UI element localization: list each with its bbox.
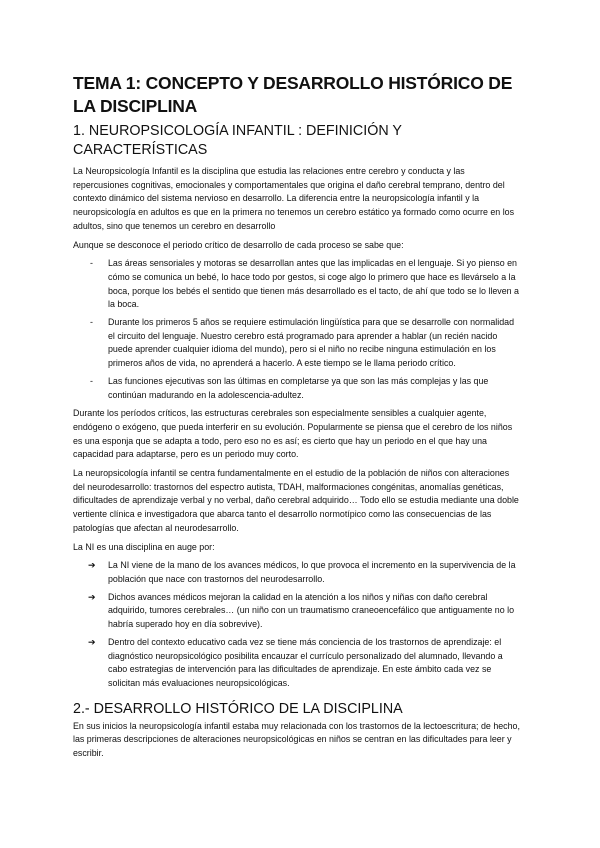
- list-item: [73, 257, 521, 312]
- growth-reasons-list: [73, 559, 521, 690]
- arrow-right-icon: ➔: [88, 636, 96, 647]
- dash-bullet: -: [90, 258, 93, 269]
- list-item: [73, 375, 521, 402]
- section-1-paragraph-sensitivity: Durante los períodos críticos, las estructuras cerebrales son especialmente sensibles a cualquier agente, endógeno o exógeno, que pueda interferir en su evolución. Popularmente se piensa que el cerebro de los niños es una esponja que se adapta a todo, pero eso no es así; es cierto que hay un periodo en el que hay una capacidad para adaptarse, pero es un periodo muy corto.: [73, 408, 513, 460]
- section-1-paragraph-critical-period: Aunque se desconoce el periodo crítico de desarrollo de cada proceso se sabe que:: [73, 239, 404, 250]
- list-item-text: Las funciones ejecutivas son las últimas en completarse ya que son las más complejas y las que continúan madurando en la adolescencia-adultez.: [108, 375, 489, 400]
- list-item: [73, 636, 521, 691]
- list-item-text: Las áreas sensoriales y motoras se desarrollan antes que las implicadas en el lenguaje. Si yo pienso en cómo se comunica un bebé, lo hace todo por gestos, si coge algo lo primero que hace es llevárselo a la boca, porque los bebés el sentido que tienen más desarrollado es el tacto, de ahí que todo se lo lleven a la boca.: [108, 258, 519, 310]
- list-item: [73, 591, 521, 632]
- section-1-paragraph-definition: La Neuropsicología Infantil es la disciplina que estudia las relaciones entre cerebro y conducta y las repercusiones cognitivas, emocionales y comportamentales que origina el daño cerebral temprano, dentro del contexto dinámico del sistema nervioso en desarrollo. La diferencia entre la neuropsicología infantil y la neuropsicología en adultos es que en la primera no tenemos un cerebro estático ya formado como ocurre en los adultos, sino que tenemos un cerebro en desarrollo: [73, 166, 515, 231]
- document-page: [73, 72, 521, 766]
- dash-bullet: -: [90, 317, 93, 328]
- critical-period-list: [73, 257, 521, 402]
- list-item: [73, 316, 521, 371]
- section-2-paragraph-origins: En sus inicios la neuropsicología infantil estaba muy relacionada con los trastornos de la lectoescritura; de hecho, las primeras descripciones de alteraciones neuropsicológicas en niños se centran en las dificultades para leer y escribir.: [73, 720, 520, 759]
- list-item: [73, 559, 521, 586]
- list-item-text: Dichos avances médicos mejoran la calidad en la atención a los niños y niñas con daño cerebral adquirido, tumores cerebrales… (un niño con un traumatismo craneoencefálico que antiguamente no lo habría superado hoy en día sobrevive).: [108, 591, 515, 630]
- document-title: TEMA 1: CONCEPTO Y DESARROLLO HISTÓRICO DE LA DISCIPLINA: [73, 73, 513, 116]
- section-1-paragraph-population: La neuropsicología infantil se centra fundamentalmente en el estudio de la población de niños con alteraciones del neurodesarrollo: trastornos del espectro autista, TDAH, malformaciones congénitas, anomalías genéticas, dificultades de aprendizaje verbal y no verbal, daño cerebral adquirido… Todo ello se estudia mediante una doble vertiente clínica e investigadora que abarca tanto el desarrollo normotípico como las consecuencias de las patologías que afectan al neurodesarrollo.: [73, 468, 519, 533]
- list-item-text: La NI viene de la mano de los avances médicos, lo que provoca el incremento en la supervivencia de la población que nace con trastornos del neurodesarrollo.: [108, 560, 516, 584]
- arrow-right-icon: ➔: [88, 560, 96, 571]
- list-item-text: Durante los primeros 5 años se requiere estimulación lingüística para que se desarrolle con normalidad el circuito del lenguaje. Nuestro cerebro está programado para aprender a hablar (un recién nacido puede aprender cualquier idioma del mundo), pero si el niño no recibe ninguna estimulación en los primeros años de vida, no aprenderá a hacerlo. A este tiempo se le llama periodo crítico.: [108, 317, 515, 369]
- section-1-heading: 1. NEUROPSICOLOGÍA INFANTIL : DEFINICIÓN Y CARACTERÍSTICAS: [73, 123, 402, 158]
- arrow-right-icon: ➔: [88, 591, 96, 602]
- section-1-paragraph-growth: La NI es una disciplina en auge por:: [73, 541, 215, 552]
- list-item-text: Dentro del contexto educativo cada vez se tiene más conciencia de los trastornos de aprendizaje: el diagnóstico neuropsicológico posibilita encauzar el currículo personalizado del alumnado, llevando a cabo estrategias de intervención para las dificultades de aprendizaje. En este ámbito cada vez se solicitan más evaluaciones neuropsicológicas.: [108, 636, 503, 688]
- dash-bullet: -: [90, 375, 93, 386]
- section-2-heading: 2.- DESARROLLO HISTÓRICO DE LA DISCIPLINA: [73, 700, 403, 717]
